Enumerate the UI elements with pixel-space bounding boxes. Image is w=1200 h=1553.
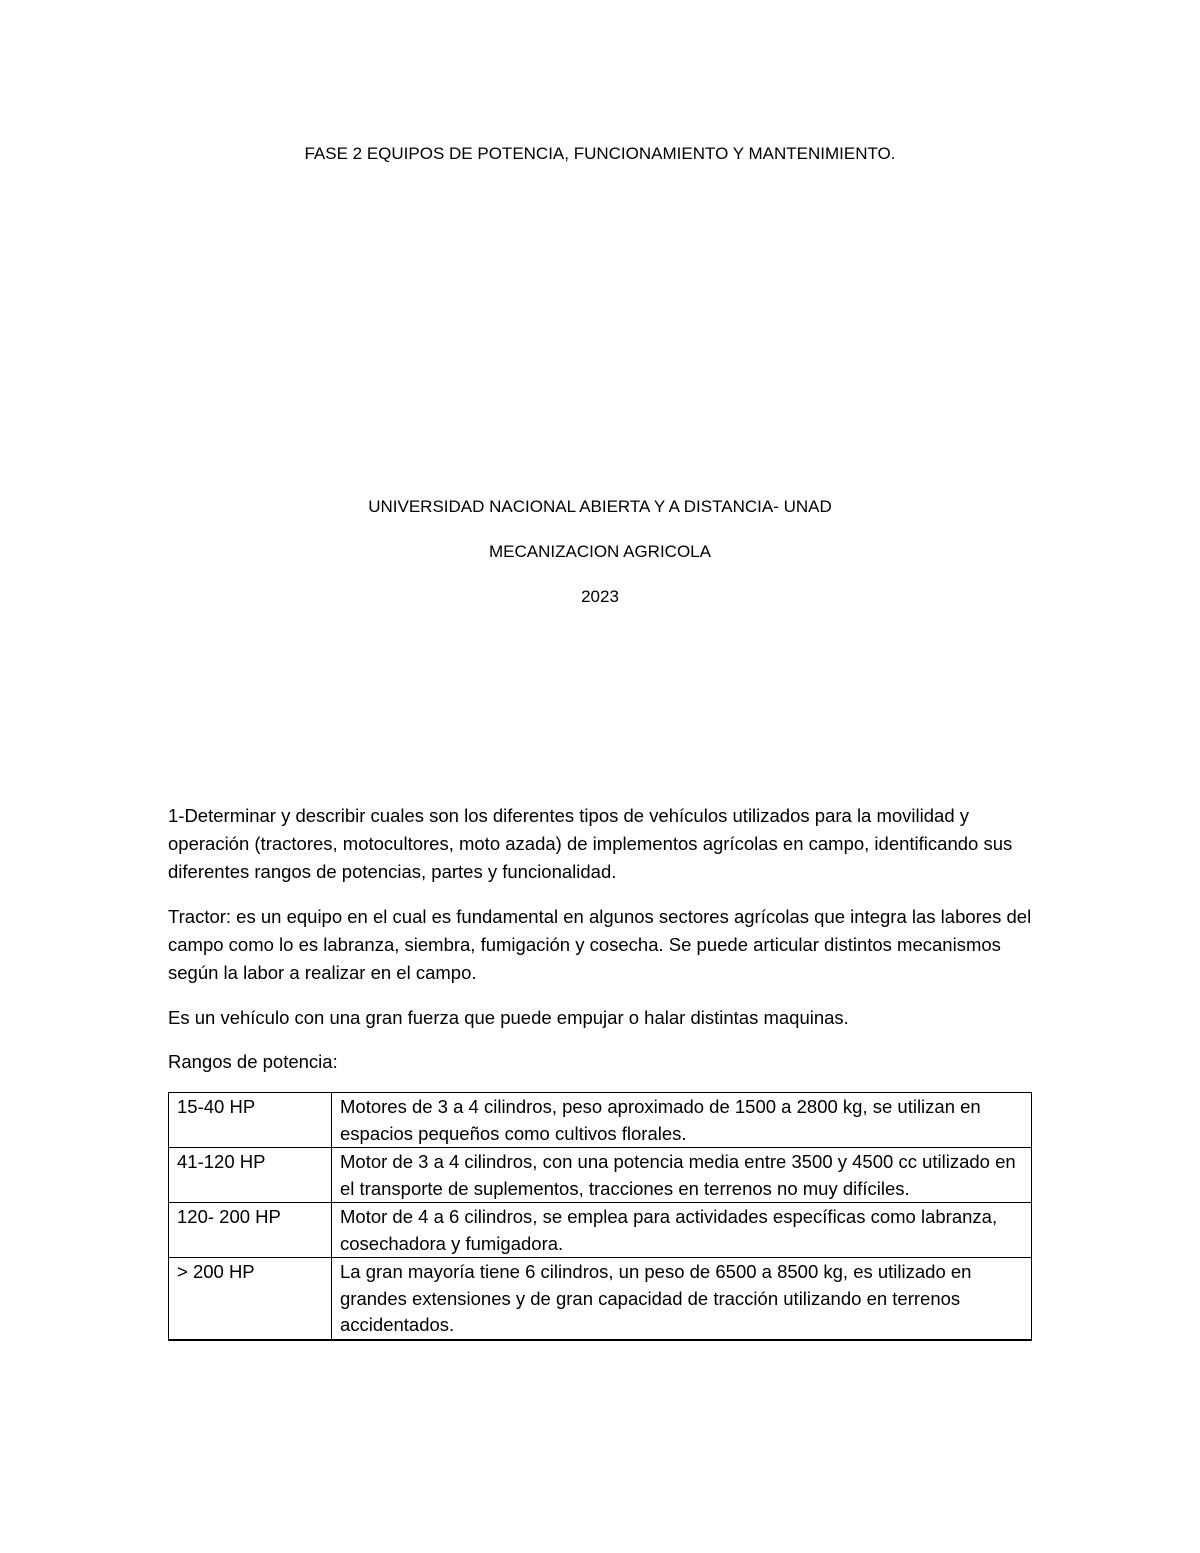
power-range-cell: 41-120 HP [169, 1148, 332, 1203]
question-paragraph [168, 802, 1038, 886]
question-text: 1-Determinar y describir cuales son los diferentes tipos de vehículos utilizados para la movilidad y operación (tractores, motocultores, moto azada) de implementos agrícolas en campo, identificando sus diferentes rangos de potencias, partes y funcionalidad. [168, 805, 1013, 882]
ranges-heading-paragraph [168, 1048, 1038, 1076]
table-row [169, 1148, 1032, 1203]
power-description-cell: Motor de 3 a 4 cilindros, con una potencia media entre 3500 y 4500 cc utilizado en el transporte de suplementos, tracciones en terrenos no muy difíciles. [332, 1148, 1032, 1203]
vehicle-note-text: Es un vehículo con una gran fuerza que puede empujar o halar distintas maquinas. [168, 1007, 849, 1028]
power-range-cell: > 200 HP [169, 1258, 332, 1340]
power-range-cell: 120- 200 HP [169, 1203, 332, 1258]
ranges-heading: Rangos de potencia: [168, 1051, 338, 1072]
tractor-definition-text: Tractor: es un equipo en el cual es fundamental en algunos sectores agrícolas que integra las labores del campo como lo es labranza, siembra, fumigación y cosecha. Se puede articular distintos mecanismos según la labor a realizar en el campo. [168, 906, 1032, 983]
power-ranges-table [168, 1092, 1032, 1341]
table-row [169, 1093, 1032, 1148]
table-row [169, 1258, 1032, 1340]
power-description-cell: La gran mayoría tiene 6 cilindros, un peso de 6500 a 8500 kg, es utilizado en grandes extensiones y de gran capacidad de tracción utilizando en terrenos accidentados. [332, 1258, 1032, 1340]
vehicle-note-paragraph [168, 1004, 1038, 1032]
course-name: MECANIZACION AGRICOLA [489, 542, 711, 561]
document-title: FASE 2 EQUIPOS DE POTENCIA, FUNCIONAMIENTO Y MANTENIMIENTO. [304, 144, 896, 163]
table-row [169, 1203, 1032, 1258]
power-description-cell: Motor de 4 a 6 cilindros, se emplea para actividades específicas como labranza, cosechadora y fumigadora. [332, 1203, 1032, 1258]
university-name: UNIVERSIDAD NACIONAL ABIERTA Y A DISTANCIA- UNAD [368, 497, 832, 516]
power-range-cell: 15-40 HP [169, 1093, 332, 1148]
power-description-cell: Motores de 3 a 4 cilindros, peso aproximado de 1500 a 2800 kg, se utilizan en espacios pequeños como cultivos florales. [332, 1093, 1032, 1148]
tractor-definition-paragraph [168, 903, 1038, 987]
document-year: 2023 [581, 587, 619, 606]
